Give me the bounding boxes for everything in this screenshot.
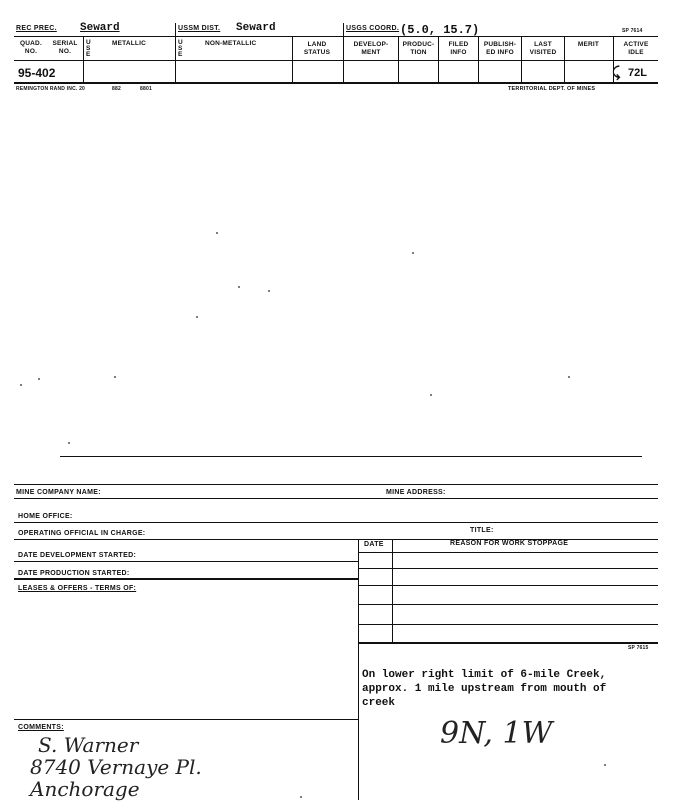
ussm-dist-label: USSM DIST.: [178, 25, 221, 32]
printer-code-2: 8801: [140, 86, 152, 92]
top-card-header-rule: [14, 36, 658, 37]
divider: [292, 37, 293, 82]
column-header-rule: [14, 60, 658, 61]
date-header: DATE: [364, 541, 384, 548]
divider: [343, 23, 344, 37]
comments-label: COMMENTS:: [18, 724, 64, 731]
published-info-header: PUBLISH- ED INFO: [483, 41, 517, 56]
rule: [358, 604, 658, 605]
bottom-form-number: SP 7615: [628, 645, 649, 651]
location-note-line: approx. 1 mile upstream from mouth of: [362, 683, 607, 695]
operating-official-label: OPERATING OFFICIAL IN CHARGE:: [18, 530, 146, 537]
divider: [343, 37, 344, 82]
non-metallic-header: NON-METALLIC: [205, 40, 257, 47]
date-development-label: DATE DEVELOPMENT STARTED:: [18, 552, 137, 559]
rule: [358, 552, 658, 553]
handwriting-line: 8740 Vernaye Pl.: [30, 755, 202, 779]
quad-no-header: QUAD. NO.: [20, 40, 42, 55]
mine-address-label: MINE ADDRESS:: [386, 489, 446, 496]
form-number: SP 7614: [622, 28, 643, 34]
divider: [398, 37, 399, 82]
handwriting-line: Anchorage: [30, 777, 140, 801]
serial-no-header: SERIAL NO.: [52, 40, 78, 55]
stoppage-table-left-edge: [358, 539, 359, 800]
rule: [358, 568, 658, 569]
location-note-line: On lower right limit of 6-mile Creek,: [362, 669, 607, 681]
use-metallic-prefix: U S E: [86, 39, 91, 58]
card-edge-rule: [60, 456, 642, 457]
leases-offers-label: LEASES & OFFERS - TERMS OF:: [18, 585, 137, 592]
merit-header: MERIT: [577, 41, 600, 48]
date-production-label: DATE PRODUCTION STARTED:: [18, 570, 130, 577]
rule: [358, 642, 658, 644]
divider: [175, 37, 176, 82]
rule: [358, 624, 658, 625]
rule: [14, 561, 358, 562]
last-visited-header: LAST VISITED: [529, 41, 557, 56]
title-label: TITLE:: [470, 527, 494, 534]
rule: [14, 498, 658, 499]
rec-prec-value: Seward: [80, 22, 120, 34]
development-header: DEVELOP- MENT: [353, 41, 389, 56]
rule: [358, 585, 658, 586]
divider: [521, 37, 522, 82]
divider: [83, 37, 84, 82]
divider: [564, 37, 565, 82]
department-label: TERRITORIAL DEPT. OF MINES: [508, 86, 596, 92]
land-status-header: LAND STATUS: [303, 41, 331, 56]
idle-mark-icon: ⤹: [612, 64, 621, 80]
usgs-coord-label: USGS COORD.: [346, 25, 400, 32]
location-note-line: creek: [362, 697, 396, 709]
divider: [478, 37, 479, 82]
top-card-bottom-rule: [14, 82, 658, 84]
quad-serial-value: 95-402: [18, 66, 56, 80]
stoppage-table-date-divider: [392, 539, 393, 642]
reason-header: REASON FOR WORK STOPPAGE: [450, 540, 569, 547]
printer-note: REMINGTON RAND INC. 20: [16, 86, 86, 92]
rule: [14, 719, 358, 720]
divider: [438, 37, 439, 82]
active-idle-value: 72L: [628, 67, 647, 79]
filed-info-header: FILED INFO: [448, 41, 469, 56]
rule: [14, 578, 358, 580]
printer-code-1: 882: [112, 86, 121, 92]
active-idle-header: ACTIVE IDLE: [623, 41, 649, 56]
rule: [14, 484, 658, 485]
ussm-dist-value: Seward: [236, 22, 276, 34]
use-nonmetallic-prefix: U S E: [178, 39, 183, 58]
handwriting-line: S. Warner: [38, 733, 139, 757]
comments-handwriting: [30, 734, 202, 800]
mine-company-name-label: MINE COMPANY NAME:: [16, 489, 101, 496]
production-header: PRODUC- TION: [402, 41, 435, 56]
rule: [14, 522, 658, 523]
metallic-header: METALLIC: [112, 40, 146, 47]
location-note: [362, 668, 606, 710]
divider: [175, 23, 176, 37]
township-range-handwriting: 9N, 1W: [440, 716, 553, 751]
home-office-label: HOME OFFICE:: [18, 513, 73, 520]
usgs-coord-value: (5.0, 15.7): [400, 23, 480, 37]
rec-prec-label: REC PREC.: [16, 25, 57, 32]
